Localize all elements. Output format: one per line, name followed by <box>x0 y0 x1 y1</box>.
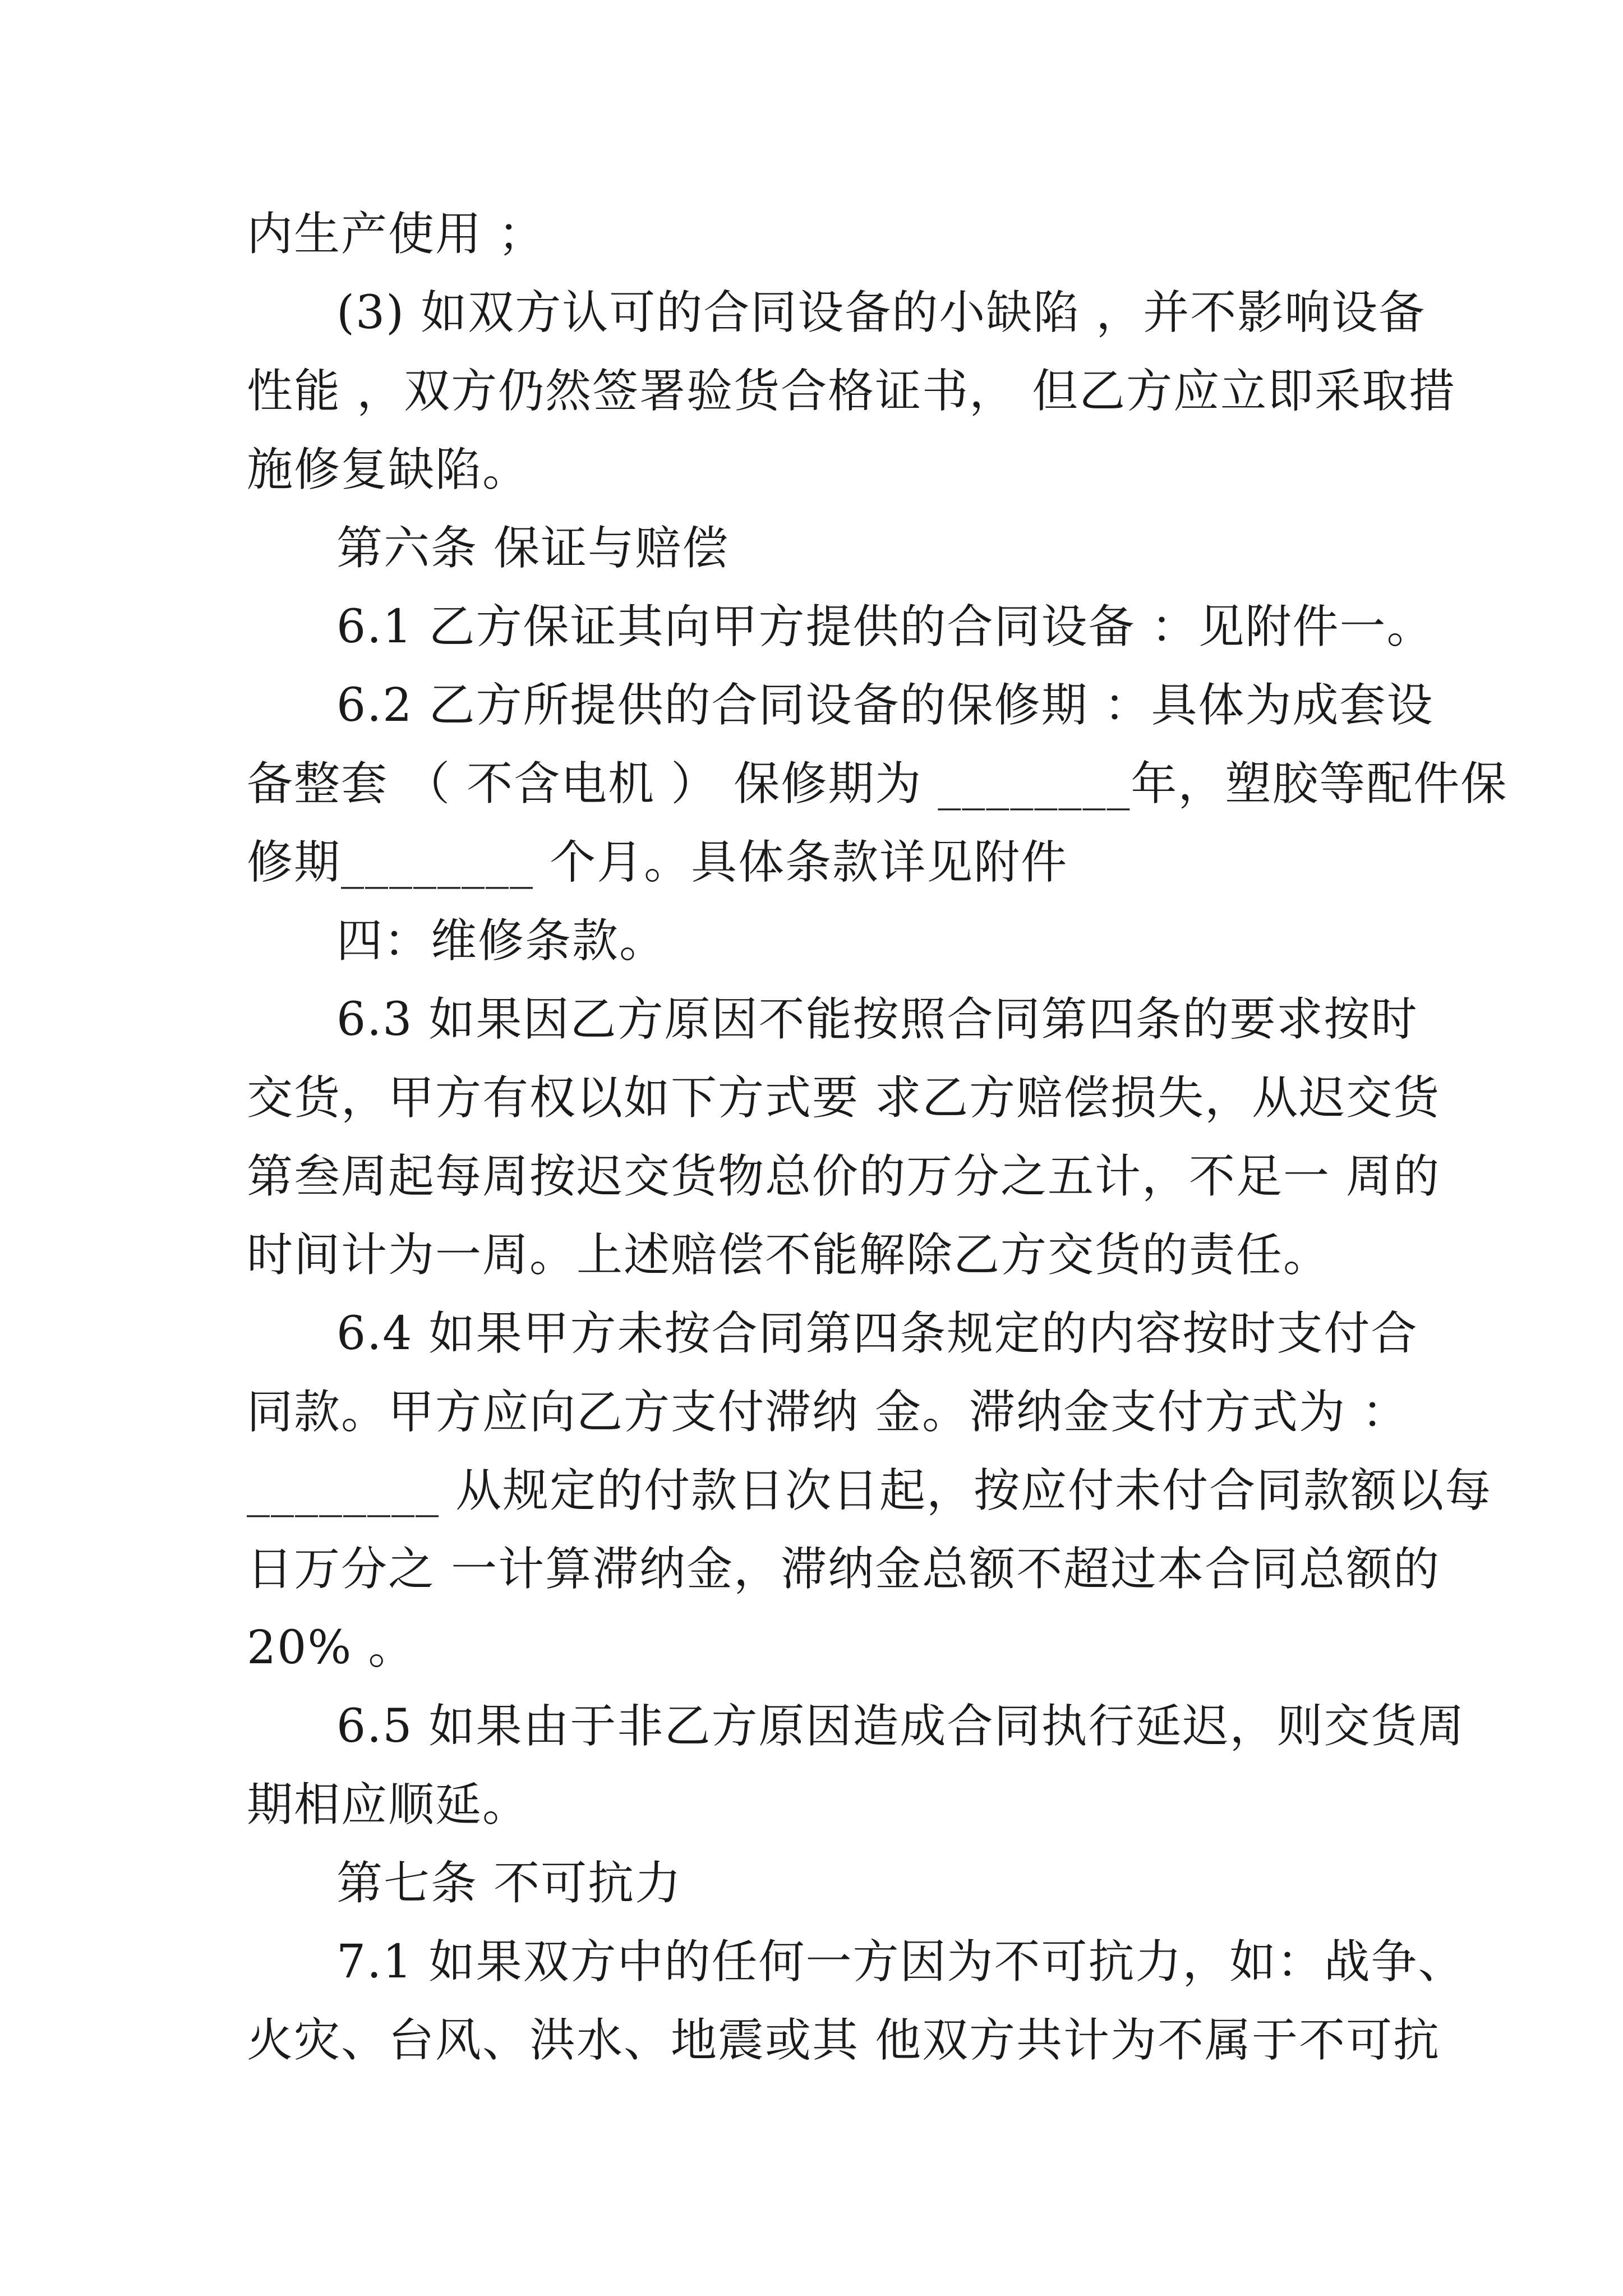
text-line-20: 6.5 如果由于非乙方原因造成合同执行延迟，则交货周 <box>336 1700 1465 1753</box>
text-line-12: 交货，甲方有权以如下方式要 求乙方赔偿损失，从迟交货 <box>247 1071 1441 1125</box>
section-heading-7: 第七条 不可抗力 <box>336 1857 683 1910</box>
text-line-24: 火灾、台风、洪水、地震或其 他双方共计为不属于不可抗 <box>247 2014 1441 2067</box>
section-heading-6: 第六条 保证与赔偿 <box>336 522 730 575</box>
text-line-6: 6.1 乙方保证其向甲方提供的合同设备 ：见附件一。 <box>336 600 1434 654</box>
text-line-16: 同款。甲方应向乙方支付滞纳 金。滞纳金支付方式为 ： <box>247 1386 1409 1439</box>
text-line-7: 6.2 乙方所提供的合同设备的保修期 ：具体为成套设 <box>336 679 1434 732</box>
text-line-21: 期相应顺延。 <box>247 1778 530 1832</box>
text-line-17: ________ 从规定的付款日次日起，按应付未付合同款额以每 <box>247 1464 1492 1517</box>
text-line-10: 四：维修条款。 <box>336 914 667 968</box>
text-line-11: 6.3 如果因乙方原因不能按照合同第四条的要求按时 <box>336 993 1418 1046</box>
text-line-2: (3) 如双方认可的合同设备的小缺陷 ，并不影响设备 <box>336 286 1426 339</box>
text-line-19: 20% 。 <box>247 1621 416 1674</box>
text-line-3: 性能 ，双方仍然签署验货合格证书， 但乙方应立即采取措 <box>247 365 1456 418</box>
text-line-4: 施修复缺陷。 <box>247 443 530 496</box>
text-line-1: 内生产使用 ； <box>247 208 546 261</box>
text-line-9: 修期________ 个月。具体条款详见附件 <box>247 836 1068 889</box>
text-line-14: 时间计为一周。上述赔偿不能解除乙方交货的责任。 <box>247 1228 1331 1282</box>
text-line-8: 备整套 （ 不含电机 ） 保修期为 ________年，塑胶等配件保 <box>247 757 1508 811</box>
text-line-13: 第叁周起每周按迟交货物总价的万分之五计，不足一 周的 <box>247 1150 1441 1203</box>
text-line-15: 6.4 如果甲方未按合同第四条规定的内容按时支付合 <box>336 1307 1418 1360</box>
text-line-23: 7.1 如果双方中的任何一方因为不可抗力，如：战争、 <box>336 1935 1465 1989</box>
text-line-18: 日万分之 一计算滞纳金，滞纳金总额不超过本合同总额的 <box>247 1543 1441 1596</box>
